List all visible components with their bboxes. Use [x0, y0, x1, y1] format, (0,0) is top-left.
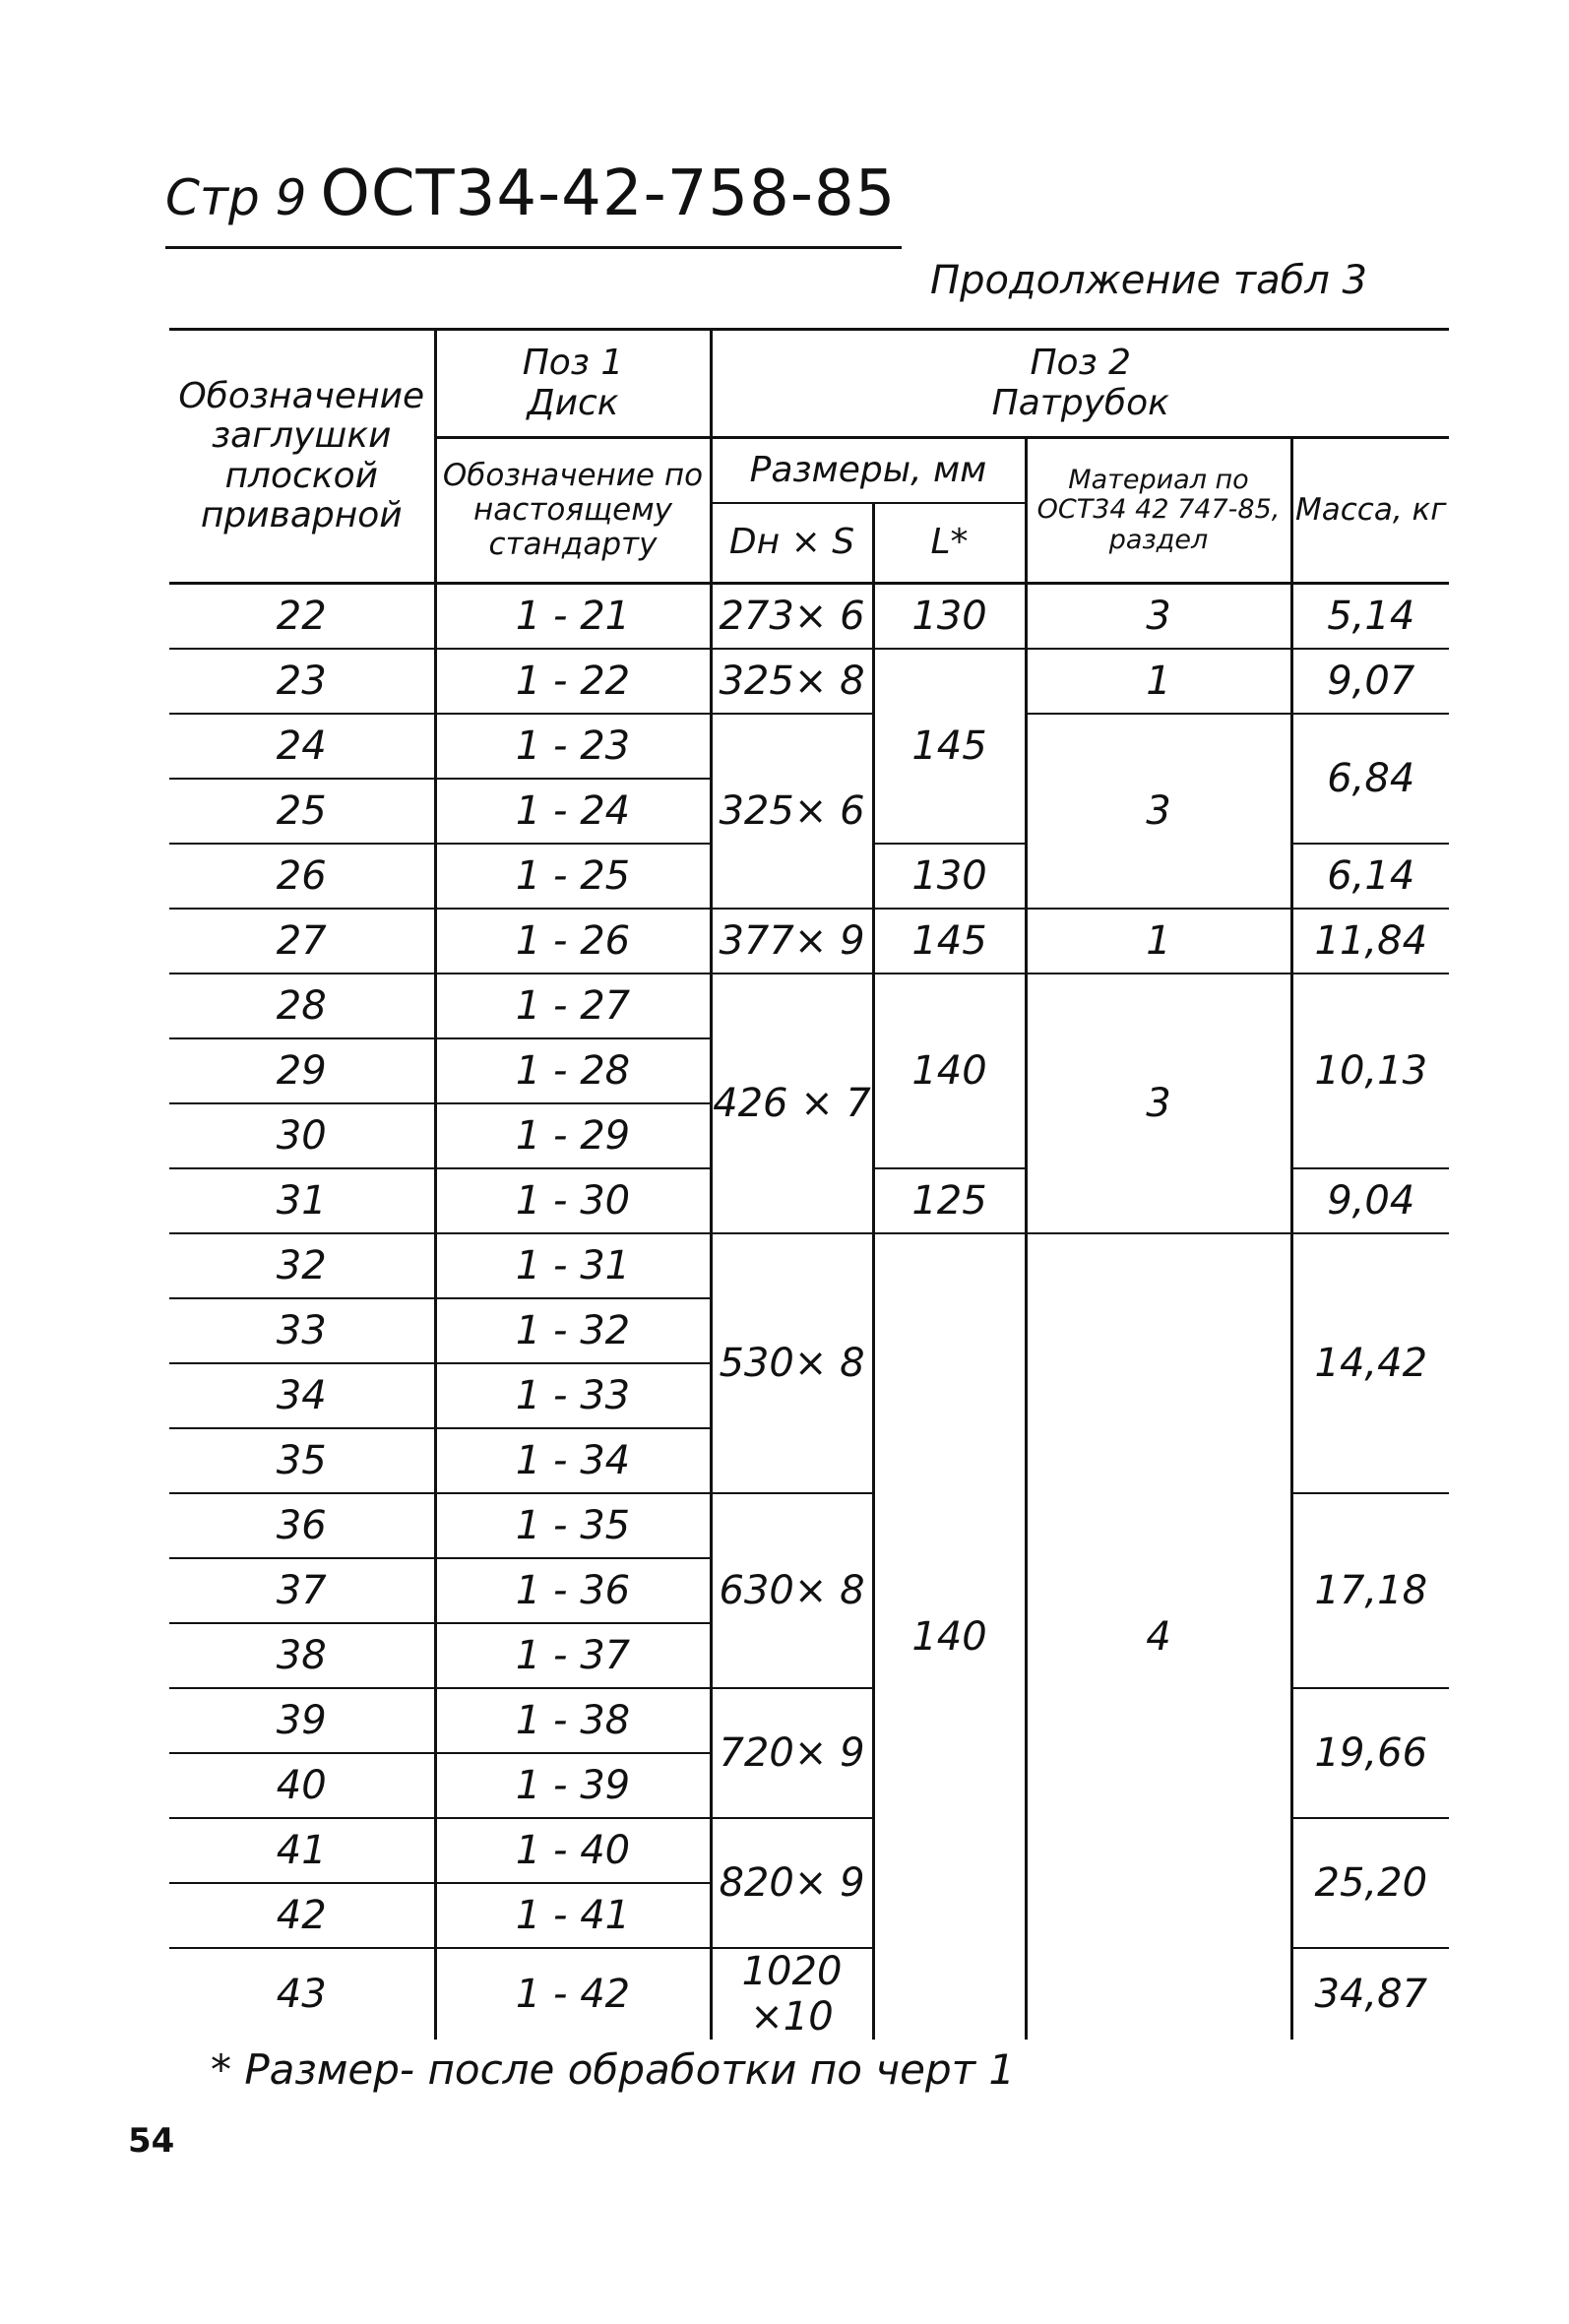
mass-cell: 10,13	[1291, 974, 1449, 1168]
mass-cell: 9,04	[1291, 1168, 1449, 1233]
dn-s-cell: 273× 6	[711, 584, 873, 650]
disk-cell: 1 - 39	[435, 1753, 711, 1818]
table-row	[169, 714, 1449, 779]
disk-cell: 1 - 38	[435, 1688, 711, 1753]
disk-cell: 1 - 32	[435, 1298, 711, 1363]
dn-s-cell: 325× 8	[711, 649, 873, 714]
designation-cell: 33	[169, 1298, 435, 1363]
mass-cell: 34,87	[1291, 1948, 1449, 2040]
l-header: L*	[873, 503, 1026, 584]
disk-cell: 1 - 24	[435, 779, 711, 844]
l-cell: 140	[873, 1233, 1026, 2040]
designation-cell: 27	[169, 909, 435, 974]
dn-s-cell: 720× 9	[711, 1688, 873, 1818]
designation-cell: 32	[169, 1233, 435, 1298]
pos2-header	[711, 330, 1449, 438]
dn-s-cell: 325× 6	[711, 714, 873, 909]
disk-cell: 1 - 27	[435, 974, 711, 1038]
dn-s-cell: 377× 9	[711, 909, 873, 974]
l-cell: 125	[873, 1168, 1026, 1233]
pos1-subtitle: Диск	[527, 382, 619, 423]
mass-cell: 25,20	[1291, 1818, 1449, 1948]
mass-cell: 9,07	[1291, 649, 1449, 714]
table-row	[169, 909, 1449, 974]
l-cell: 130	[873, 844, 1026, 909]
material-cell: 3	[1026, 714, 1291, 909]
dn-s-cell: 1020 ×10	[711, 1948, 873, 2040]
mass-cell: 6,84	[1291, 714, 1449, 844]
designation-cell: 31	[169, 1168, 435, 1233]
dn-s-cell: 630× 8	[711, 1493, 873, 1688]
designation-cell: 41	[169, 1818, 435, 1883]
material-header: Материал по ОСТ34 42 747-85, раздел	[1026, 438, 1291, 584]
designation-cell: 29	[169, 1038, 435, 1103]
mass-cell: 5,14	[1291, 584, 1449, 650]
disk-cell: 1 - 29	[435, 1103, 711, 1168]
standard-code: ОСТ34-42-758-85	[320, 157, 897, 230]
disk-cell: 1 - 33	[435, 1363, 711, 1428]
designation-cell: 37	[169, 1558, 435, 1623]
disk-cell: 1 - 22	[435, 649, 711, 714]
table-row	[169, 649, 1449, 714]
material-cell: 3	[1026, 974, 1291, 1233]
table-row	[169, 584, 1449, 650]
designation-cell: 28	[169, 974, 435, 1038]
designation-cell: 30	[169, 1103, 435, 1168]
continuation-label: Продолжение табл 3	[930, 258, 1367, 303]
disk-cell: 1 - 42	[435, 1948, 711, 2040]
designation-cell: 39	[169, 1688, 435, 1753]
l-cell: 130	[873, 584, 1026, 650]
footnote: * Размер- после обработки по черт 1	[211, 2045, 1016, 2094]
designation-cell: 25	[169, 779, 435, 844]
disk-cell: 1 - 23	[435, 714, 711, 779]
sizes-header: Размеры, мм	[711, 438, 1026, 503]
dn-s-cell: 820× 9	[711, 1818, 873, 1948]
mass-cell: 17,18	[1291, 1493, 1449, 1688]
disk-cell: 1 - 40	[435, 1818, 711, 1883]
table-row	[169, 974, 1449, 1038]
l-cell: 145	[873, 649, 1026, 844]
data-table	[169, 328, 1449, 2040]
mass-cell: 19,66	[1291, 1688, 1449, 1818]
l-cell: 140	[873, 974, 1026, 1168]
designation-cell: 40	[169, 1753, 435, 1818]
pos1-header	[435, 330, 711, 438]
mass-cell: 6,14	[1291, 844, 1449, 909]
designation-cell: 35	[169, 1428, 435, 1493]
disk-cell: 1 - 35	[435, 1493, 711, 1558]
pos2-subtitle: Патрубок	[991, 382, 1169, 423]
designation-cell: 34	[169, 1363, 435, 1428]
designation-cell: 23	[169, 649, 435, 714]
designation-cell: 26	[169, 844, 435, 909]
disk-cell: 1 - 28	[435, 1038, 711, 1103]
designation-cell: 43	[276, 1972, 327, 2017]
disk-cell: 1 - 36	[435, 1558, 711, 1623]
disk-cell: 1 - 31	[435, 1233, 711, 1298]
mass-header: Масса, кг	[1291, 438, 1449, 584]
l-cell: 145	[873, 909, 1026, 974]
pos1-title: Поз 1	[522, 343, 624, 384]
material-cell: 3	[1026, 584, 1291, 650]
page-number: 54	[128, 2121, 175, 2161]
dn-s-header: Dн × S	[711, 503, 873, 584]
disk-cell: 1 - 26	[435, 909, 711, 974]
designation-cell: 38	[169, 1623, 435, 1688]
disk-cell: 1 - 21	[435, 584, 711, 650]
page-label: Стр 9	[165, 169, 307, 226]
material-cell: 1	[1026, 909, 1291, 974]
disk-cell: 1 - 41	[435, 1883, 711, 1948]
material-cell: 1	[1026, 649, 1291, 714]
table-row	[169, 1233, 1449, 1298]
disk-cell: 1 - 30	[435, 1168, 711, 1233]
designation-cell: 24	[169, 714, 435, 779]
disk-cell: 1 - 25	[435, 844, 711, 909]
mass-cell: 14,42	[1291, 1233, 1449, 1493]
disk-cell: 1 - 37	[435, 1623, 711, 1688]
page-header	[165, 157, 902, 249]
table-3-continuation	[169, 328, 1449, 2040]
pos2-title: Поз 2	[1030, 343, 1132, 384]
dn-s-cell: 426 × 7	[711, 974, 873, 1233]
disk-cell: 1 - 34	[435, 1428, 711, 1493]
dn-s-cell: 530× 8	[711, 1233, 873, 1493]
col-designation-header: Обозначение заглушки плоской приварной	[169, 330, 435, 584]
designation-cell: 36	[169, 1493, 435, 1558]
mass-cell: 11,84	[1291, 909, 1449, 974]
disk-designation-header: Обозначение по настоящему стандарту	[435, 438, 711, 584]
material-cell: 4	[1026, 1233, 1291, 2040]
designation-cell: 22	[169, 584, 435, 650]
designation-cell: 42	[169, 1883, 435, 1948]
